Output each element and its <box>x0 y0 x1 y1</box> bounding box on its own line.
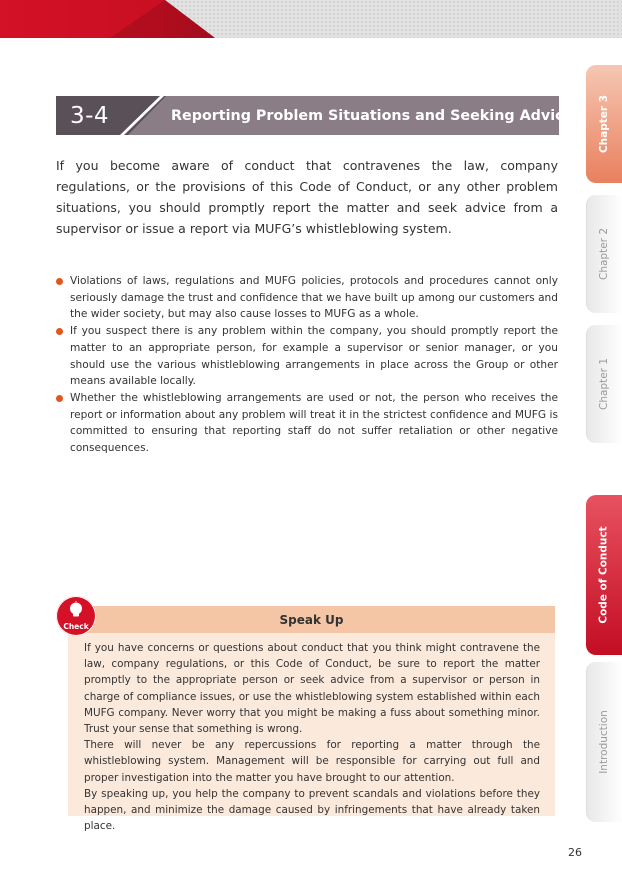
check-badge-label: Check <box>63 622 89 631</box>
tab-chapter-1-label <box>586 325 622 443</box>
speak-up-title: Speak Up <box>279 613 344 627</box>
tab-chapter-2-label <box>586 195 622 313</box>
tab-introduction-label <box>586 662 622 822</box>
tab-label-text: Chapter 1 <box>598 358 610 410</box>
list-item-text: Whether the whistleblowing arrangements are used or not, the person who receives the report or information about any problem will treat it in the strictest confidence and MUFG is committed to ensuring that reporting staff do not suffer retaliation or other negative consequences. <box>70 391 558 455</box>
tab-code-of-conduct-label <box>586 495 622 655</box>
speak-up-paragraph: If you have concerns or questions about conduct that you think might contravene the law, company regulations, or this Code of Conduct, be sure to report the matter promptly to the appropriate person or seek advice from a supervisor or person in charge of compliance issues, or use the whistleblowing system established within each MUFG company. Never worry that you might be making a fuss about something minor. Trust your sense that something is wrong. <box>84 642 540 736</box>
list-item <box>56 323 558 390</box>
section-number: 3-4 <box>70 103 110 129</box>
tab-label-text: Chapter 2 <box>598 228 610 280</box>
bullet-dot-icon <box>56 328 63 335</box>
speak-up-paragraph: By speaking up, you help the company to prevent scandals and violations before they happen, and minimize the damage caused by infringements that have already taken place. <box>84 787 540 833</box>
speak-up-text <box>84 640 540 834</box>
speak-up-paragraph: There will never be any repercussions for reporting a matter through the whistleblowing system. Management will be responsible for carrying out full and proper investigation into the matter you have brought to our attention. <box>84 739 540 784</box>
list-item <box>56 273 558 323</box>
list-item-text: Violations of laws, regulations and MUFG policies, protocols and procedures cannot only seriously damage the trust and confidence that we have built up among our customers and the wider society, but may also cause losses to MUFG as a whole. <box>70 275 558 321</box>
list-item-text: If you suspect there is any problem within the company, you should promptly report the matter to an appropriate person, for example a supervisor or senior manager, or you should use the various whistleblowing arrangements in place across the Group or other means available locally. <box>70 325 558 388</box>
lightbulb-icon <box>67 601 85 621</box>
tab-chapter-3-label <box>586 65 622 183</box>
bullet-dot-icon <box>56 278 63 285</box>
tab-label-text: Code of Conduct <box>598 526 610 624</box>
bullet-dot-icon <box>56 395 63 402</box>
section-title: Reporting Problem Situations and Seeking Advice <box>171 108 574 124</box>
bullet-list <box>56 273 558 457</box>
intro-paragraph: If you become aware of conduct that contravenes the law, company regulations, or the provisions of this Code of Conduct, or any other problem situations, you should promptly report the matter and seek advice from a supervisor or issue a report via MUFG’s whistleblowing system. <box>56 158 558 236</box>
tab-label-text: Introduction <box>598 710 610 774</box>
page-number: 26 <box>568 846 582 859</box>
tab-label-text: Chapter 3 <box>598 94 611 154</box>
list-item <box>56 390 558 457</box>
